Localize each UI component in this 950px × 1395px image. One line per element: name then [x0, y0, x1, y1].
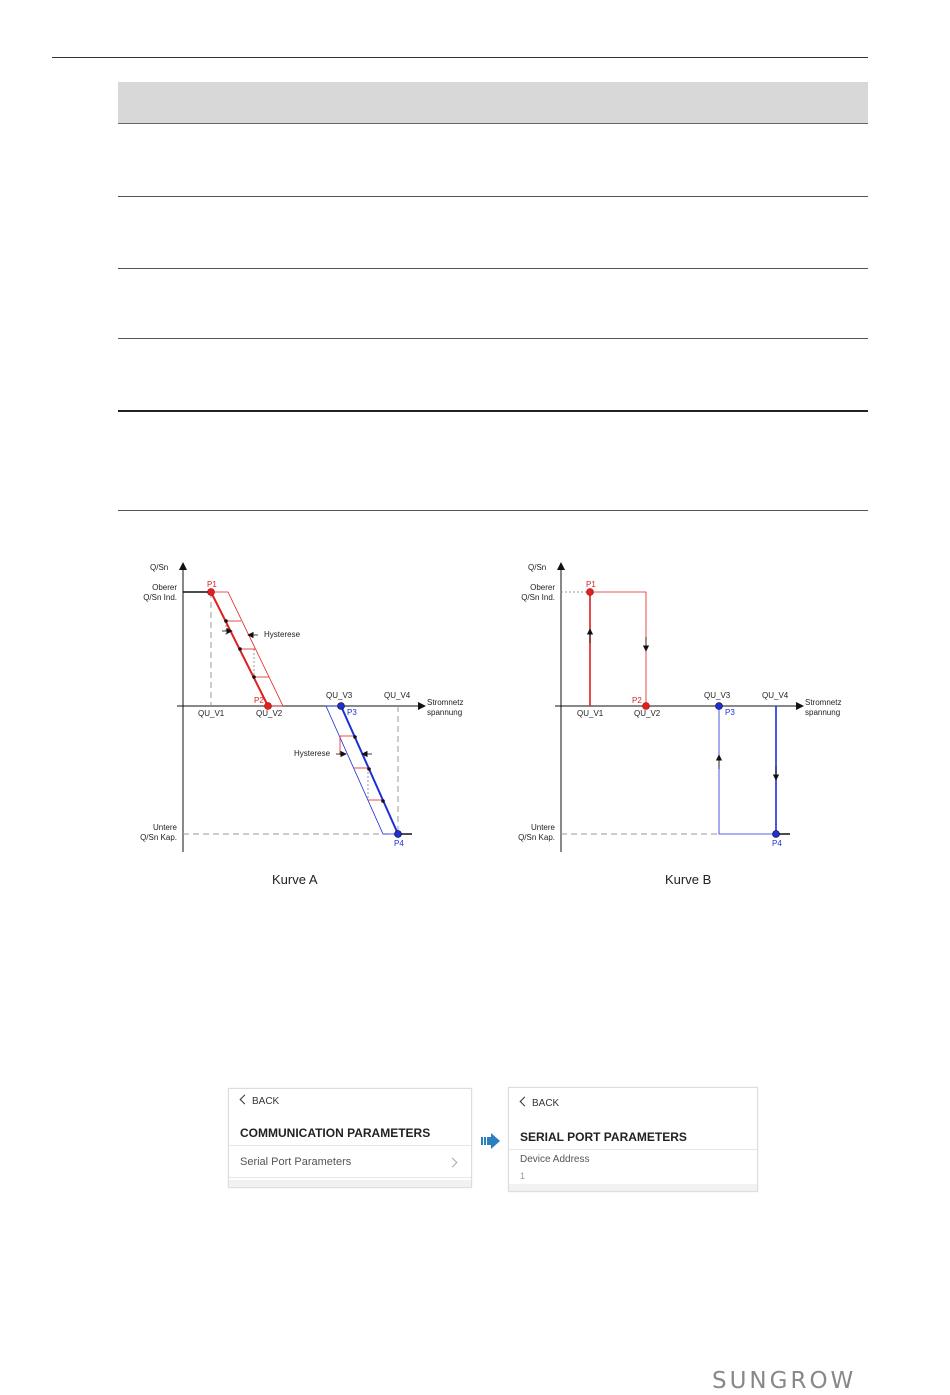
svg-text:P4: P4: [772, 839, 782, 848]
table-row-divider: [118, 410, 868, 412]
curve-b-diagram: [508, 555, 868, 860]
svg-text:QU_V3: QU_V3: [326, 691, 353, 700]
svg-text:Q/Sn Ind.: Q/Sn Ind.: [521, 593, 555, 602]
back-label: BACK: [252, 1096, 280, 1107]
sungrow-logo: SUNGROW: [712, 1368, 857, 1394]
svg-text:Q/Sn: Q/Sn: [528, 563, 547, 572]
svg-text:Hysterese: Hysterese: [264, 630, 301, 639]
point-p3: [338, 703, 345, 710]
chevron-left-icon: [240, 1095, 250, 1105]
page-title: SERIAL PORT PARAMETERS: [520, 1130, 687, 1144]
table-row-divider: [118, 338, 868, 339]
svg-text:QU_V2: QU_V2: [256, 709, 283, 718]
svg-text:P1: P1: [207, 580, 217, 589]
curve-a-caption: Kurve A: [272, 872, 318, 887]
screen-footer: [509, 1184, 757, 1191]
page-title: COMMUNICATION PARAMETERS: [240, 1126, 431, 1140]
curve-a-diagram: [130, 555, 490, 860]
svg-text:P3: P3: [347, 708, 357, 717]
back-label: BACK: [532, 1098, 560, 1109]
svg-text:Q/Sn Kap.: Q/Sn Kap.: [140, 833, 177, 842]
arrow-right-icon: [481, 1132, 501, 1150]
divider: [229, 1177, 471, 1178]
svg-text:QU_V2: QU_V2: [634, 709, 661, 718]
y-axis-label: Q/Sn: [150, 563, 169, 572]
svg-text:P3: P3: [725, 708, 735, 717]
svg-text:P1: P1: [586, 580, 596, 589]
divider: [229, 1145, 471, 1146]
page-top-rule: [52, 57, 868, 58]
table-row-divider: [118, 196, 868, 197]
svg-text:QU_V1: QU_V1: [577, 709, 604, 718]
back-button[interactable]: [241, 1096, 279, 1107]
point-p4: [395, 831, 402, 838]
svg-text:Oberer: Oberer: [530, 583, 555, 592]
svg-text:QU_V4: QU_V4: [762, 691, 789, 700]
divider: [509, 1149, 757, 1150]
svg-text:Hysterese: Hysterese: [294, 749, 331, 758]
screen-footer: [229, 1180, 471, 1187]
svg-text:Untere: Untere: [530, 823, 555, 832]
svg-text:Stromnetz: Stromnetz: [805, 698, 842, 707]
table-row-divider: [118, 268, 868, 269]
svg-text:spannung: spannung: [805, 708, 841, 717]
table-header: [118, 82, 868, 124]
back-button[interactable]: [521, 1098, 559, 1109]
table-bottom-rule: [118, 510, 868, 511]
svg-text:Stromnetz: Stromnetz: [427, 698, 464, 707]
device-address-label: Device Address: [520, 1154, 590, 1165]
svg-text:Q/Sn Ind.: Q/Sn Ind.: [143, 593, 177, 602]
svg-text:Oberer: Oberer: [152, 583, 177, 592]
svg-text:QU_V1: QU_V1: [198, 709, 225, 718]
curve-b-caption: Kurve B: [665, 872, 712, 887]
svg-text:QU_V3: QU_V3: [704, 691, 731, 700]
device-address-field[interactable]: 1: [520, 1171, 526, 1181]
chevron-left-icon: [520, 1097, 530, 1107]
svg-text:P2: P2: [632, 696, 642, 705]
communication-parameters-screen: [228, 1088, 472, 1188]
svg-text:QU_V4: QU_V4: [384, 691, 411, 700]
svg-text:P2: P2: [254, 696, 264, 705]
svg-text:P4: P4: [394, 839, 404, 848]
svg-text:Q/Sn Kap.: Q/Sn Kap.: [518, 833, 555, 842]
point-p1: [208, 589, 215, 596]
serial-port-parameters-screen: [508, 1087, 758, 1192]
chevron-right-icon: [448, 1158, 458, 1168]
serial-port-parameters-item[interactable]: Serial Port Parameters: [240, 1156, 352, 1168]
svg-text:spannung: spannung: [427, 708, 463, 717]
svg-text:Untere: Untere: [152, 823, 177, 832]
